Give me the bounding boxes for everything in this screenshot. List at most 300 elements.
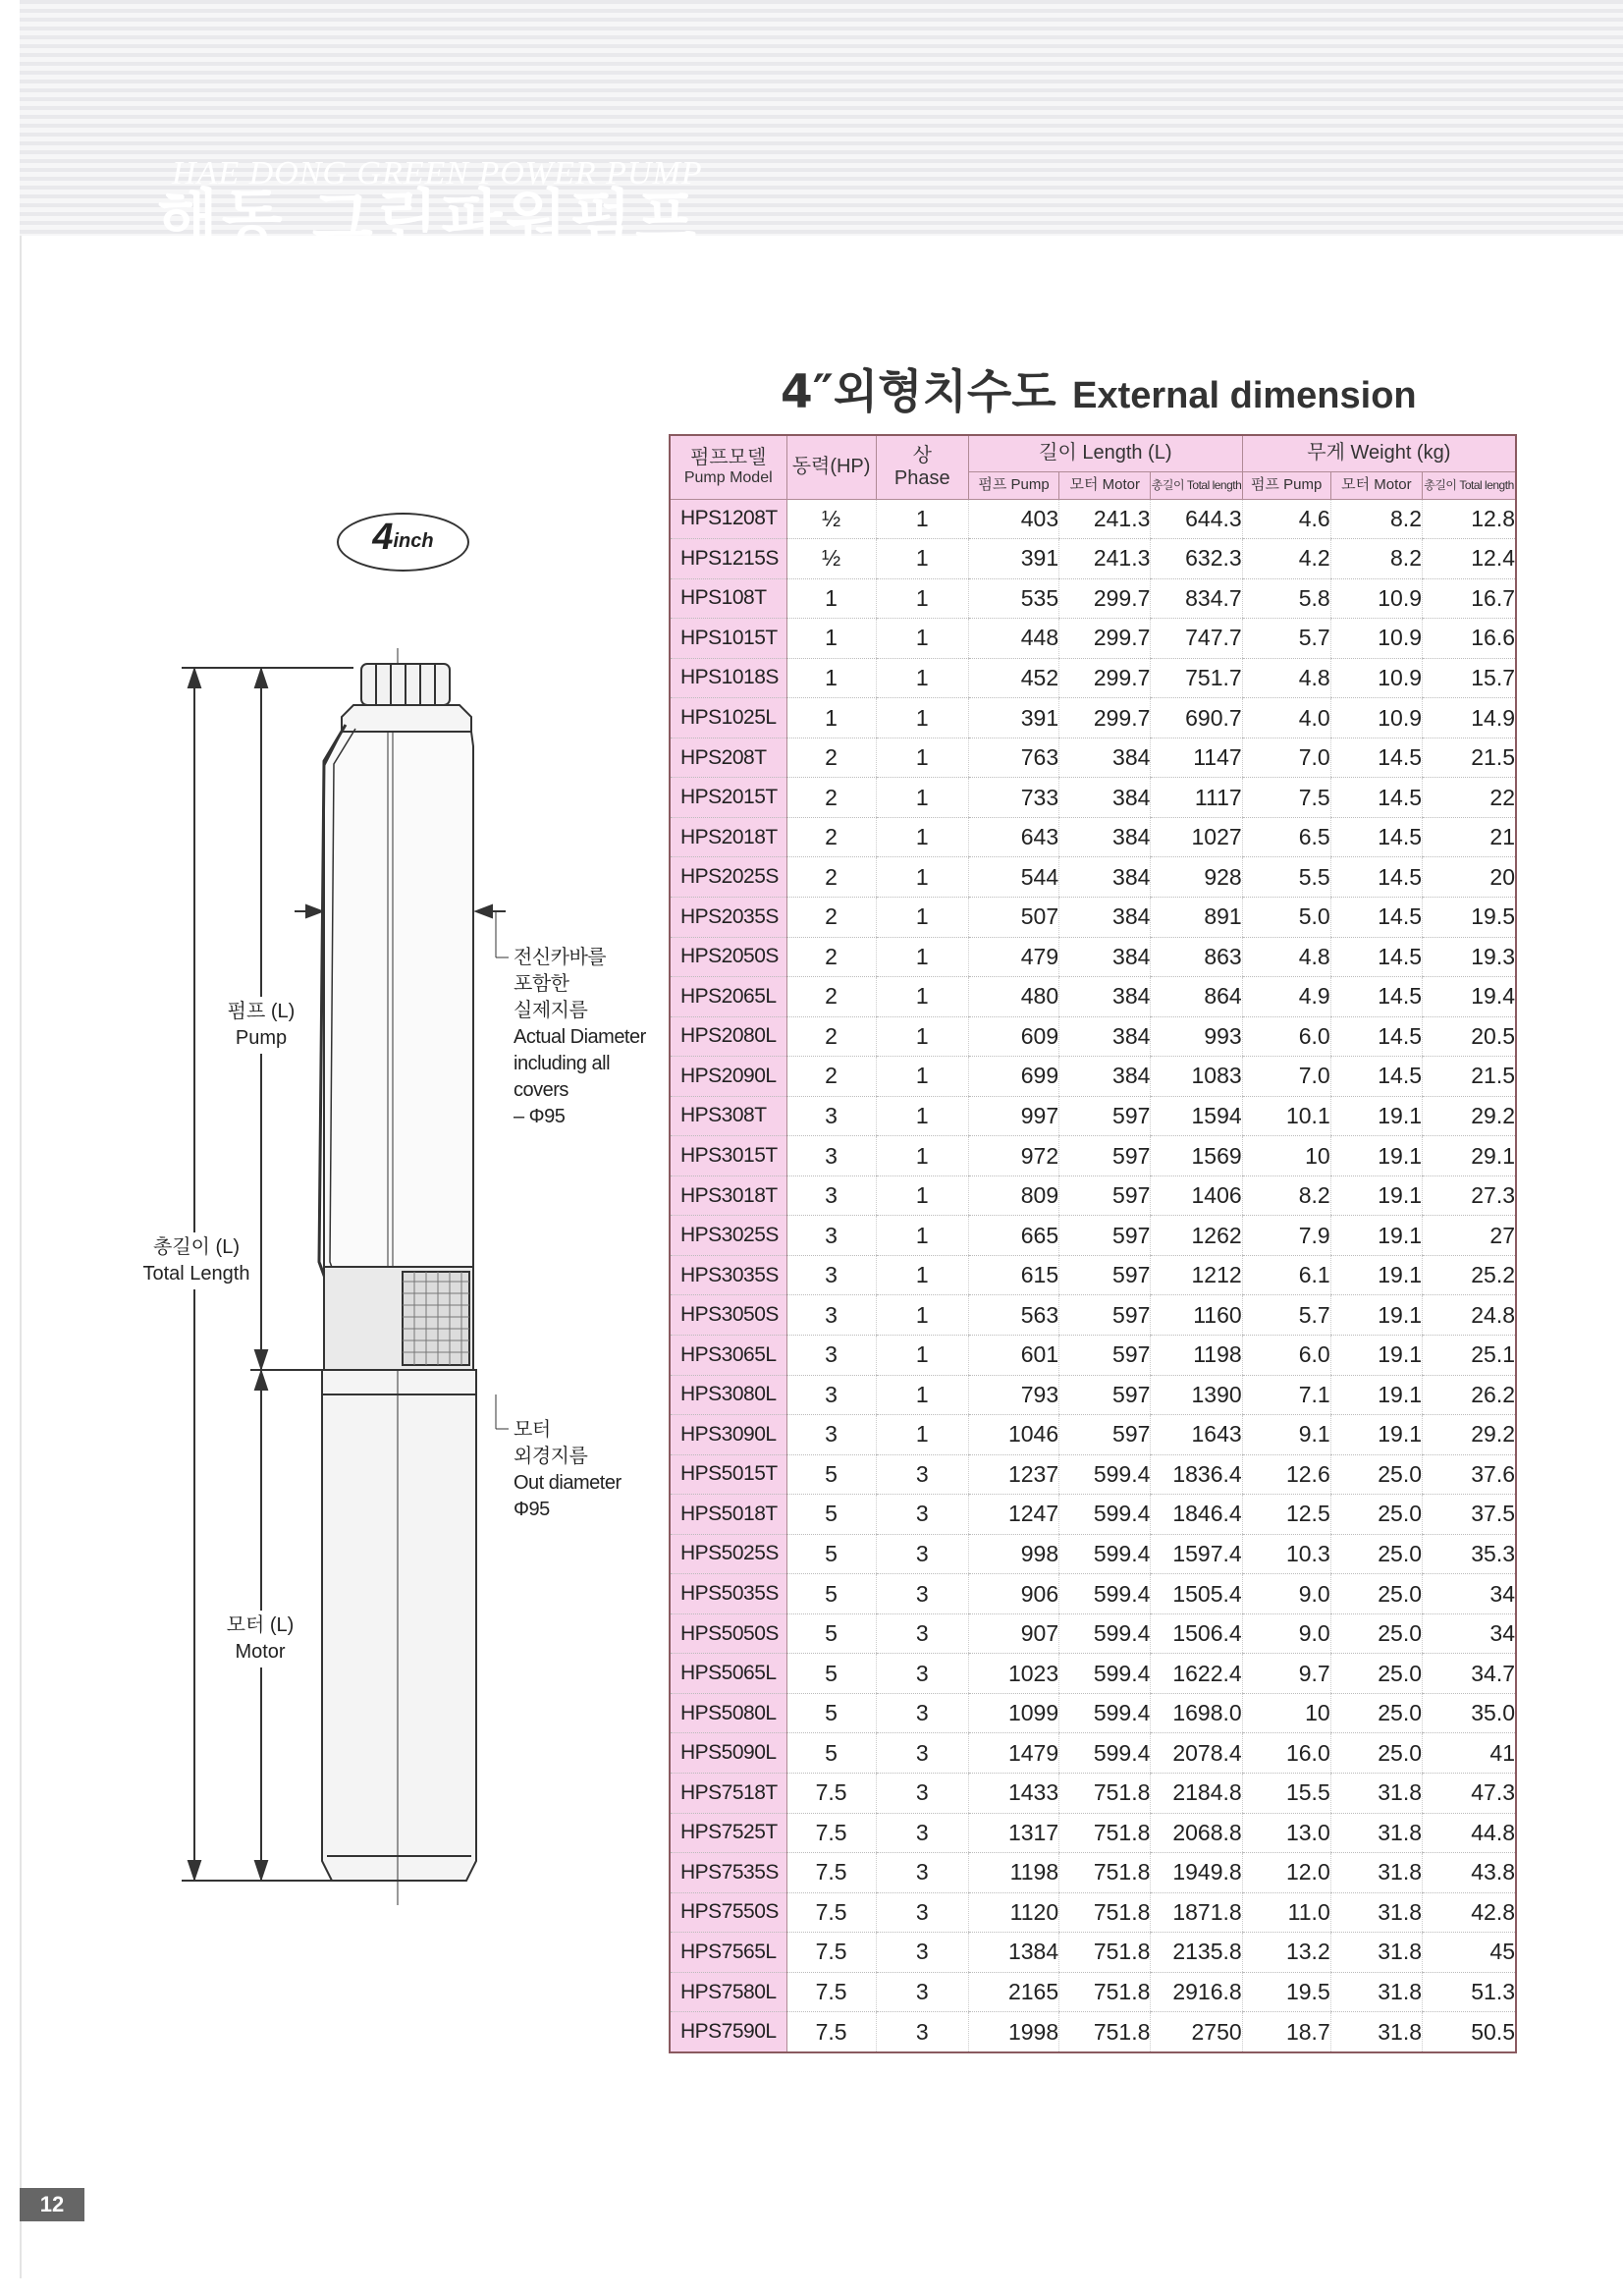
- table-row: [670, 1613, 1516, 1654]
- cell-phase: 1: [876, 539, 968, 579]
- cell-weight-pump: 15.5: [1242, 1774, 1330, 1814]
- cell-power: 3: [786, 1175, 876, 1216]
- cell-phase: 1: [876, 1335, 968, 1375]
- note-line: including all: [514, 1053, 611, 1074]
- cell-weight-pump: 7.5: [1242, 778, 1330, 818]
- cell-model: HPS5025S: [670, 1534, 786, 1574]
- cell-model: HPS2065L: [670, 977, 786, 1017]
- cell-length-motor: 751.8: [1059, 2012, 1151, 2052]
- cell-weight-pump: 16.0: [1242, 1733, 1330, 1774]
- note-line: covers: [514, 1079, 568, 1101]
- cell-phase: 1: [876, 778, 968, 818]
- cell-weight-motor: 14.5: [1330, 1016, 1422, 1057]
- cell-length-motor: 599.4: [1059, 1495, 1151, 1535]
- cell-length-motor: 241.3: [1059, 539, 1151, 579]
- cell-weight-motor: 19.1: [1330, 1136, 1422, 1176]
- cell-power: 5: [786, 1693, 876, 1733]
- cell-length-pump: 906: [968, 1574, 1058, 1614]
- cell-model: HPS3080L: [670, 1375, 786, 1415]
- cell-length-pump: 665: [968, 1216, 1058, 1256]
- cell-length-total: 690.7: [1151, 698, 1242, 738]
- cell-weight-motor: 14.5: [1330, 817, 1422, 857]
- cell-weight-pump: 9.7: [1242, 1654, 1330, 1694]
- cell-length-pump: 391: [968, 539, 1058, 579]
- cell-length-pump: 1384: [968, 1933, 1058, 1973]
- cell-length-total: 1147: [1151, 738, 1242, 778]
- cell-weight-pump: 5.5: [1242, 857, 1330, 898]
- cell-weight-motor: 8.2: [1330, 499, 1422, 539]
- cell-power: 2: [786, 778, 876, 818]
- table-row: [670, 977, 1516, 1017]
- cell-power: 2: [786, 937, 876, 977]
- cell-length-total: 1117: [1151, 778, 1242, 818]
- cell-model: HPS208T: [670, 738, 786, 778]
- cell-weight-total: 12.4: [1423, 539, 1517, 579]
- cell-length-pump: 1433: [968, 1774, 1058, 1814]
- cell-length-motor: 599.4: [1059, 1454, 1151, 1495]
- cell-weight-total: 34: [1423, 1613, 1517, 1654]
- cell-weight-total: 19.5: [1423, 897, 1517, 937]
- cell-length-total: 751.7: [1151, 658, 1242, 698]
- cell-weight-total: 25.1: [1423, 1335, 1517, 1375]
- cell-power: 7.5: [786, 1774, 876, 1814]
- cell-length-total: 864: [1151, 977, 1242, 1017]
- cell-power: 1: [786, 619, 876, 659]
- table-row: [670, 1774, 1516, 1814]
- cell-weight-total: 44.8: [1423, 1813, 1517, 1853]
- cell-length-motor: 751.8: [1059, 1774, 1151, 1814]
- cell-power: 2: [786, 1016, 876, 1057]
- cell-model: HPS1018S: [670, 658, 786, 698]
- cell-phase: 3: [876, 1613, 968, 1654]
- cell-length-total: 1597.4: [1151, 1534, 1242, 1574]
- cell-power: 5: [786, 1654, 876, 1694]
- note-line: 포함한: [514, 973, 569, 995]
- cell-length-motor: 384: [1059, 937, 1151, 977]
- cell-weight-total: 29.2: [1423, 1096, 1517, 1136]
- cell-weight-motor: 25.0: [1330, 1574, 1422, 1614]
- cell-power: 1: [786, 578, 876, 619]
- cell-power: 5: [786, 1613, 876, 1654]
- cell-weight-motor: 14.5: [1330, 897, 1422, 937]
- cell-weight-total: 24.8: [1423, 1295, 1517, 1336]
- cell-model: HPS5080L: [670, 1693, 786, 1733]
- cell-weight-motor: 19.1: [1330, 1295, 1422, 1336]
- cell-length-pump: 998: [968, 1534, 1058, 1574]
- header-length-pump: 펌프 Pump: [968, 471, 1058, 499]
- cell-power: 5: [786, 1534, 876, 1574]
- cell-weight-motor: 14.5: [1330, 1057, 1422, 1097]
- cell-phase: 1: [876, 1375, 968, 1415]
- cell-length-motor: 384: [1059, 1057, 1151, 1097]
- cell-weight-total: 37.5: [1423, 1495, 1517, 1535]
- cell-weight-total: 20.5: [1423, 1016, 1517, 1057]
- cell-weight-pump: 5.0: [1242, 897, 1330, 937]
- cell-length-pump: 544: [968, 857, 1058, 898]
- cell-weight-pump: 4.8: [1242, 658, 1330, 698]
- cell-length-total: 1871.8: [1151, 1892, 1242, 1933]
- cell-weight-pump: 9.0: [1242, 1613, 1330, 1654]
- cell-length-total: 863: [1151, 937, 1242, 977]
- table-row: [670, 1096, 1516, 1136]
- cell-weight-total: 14.9: [1423, 698, 1517, 738]
- total-length-label: [133, 1232, 260, 1289]
- cell-weight-motor: 19.1: [1330, 1216, 1422, 1256]
- cell-length-total: 1406: [1151, 1175, 1242, 1216]
- table-row: [670, 1733, 1516, 1774]
- cell-length-total: 1262: [1151, 1216, 1242, 1256]
- cell-phase: 3: [876, 1733, 968, 1774]
- cell-length-motor: 597: [1059, 1096, 1151, 1136]
- cell-length-total: 1622.4: [1151, 1654, 1242, 1694]
- cell-weight-total: 20: [1423, 857, 1517, 898]
- cell-length-pump: 1247: [968, 1495, 1058, 1535]
- cell-length-pump: 733: [968, 778, 1058, 818]
- cell-length-total: 1698.0: [1151, 1693, 1242, 1733]
- cell-length-pump: 1198: [968, 1853, 1058, 1893]
- cell-weight-motor: 25.0: [1330, 1495, 1422, 1535]
- cell-length-total: 747.7: [1151, 619, 1242, 659]
- page-title: [781, 355, 1417, 421]
- cell-phase: 3: [876, 1454, 968, 1495]
- cell-weight-pump: 4.0: [1242, 698, 1330, 738]
- cell-weight-total: 29.1: [1423, 1136, 1517, 1176]
- cell-model: HPS5018T: [670, 1495, 786, 1535]
- cell-length-total: 1506.4: [1151, 1613, 1242, 1654]
- cell-weight-pump: 12.0: [1242, 1853, 1330, 1893]
- cell-weight-pump: 4.2: [1242, 539, 1330, 579]
- header-length-total: 총길이 Total length: [1151, 471, 1242, 499]
- cell-power: 1: [786, 698, 876, 738]
- cell-weight-pump: 5.7: [1242, 1295, 1330, 1336]
- cell-model: HPS7580L: [670, 1972, 786, 2012]
- cell-weight-pump: 7.0: [1242, 1057, 1330, 1097]
- cell-length-motor: 751.8: [1059, 1813, 1151, 1853]
- header-length-motor: 모터 Motor: [1059, 471, 1151, 499]
- motor-length-label-ko: 모터 (L): [226, 1614, 295, 1636]
- table-row: [670, 778, 1516, 818]
- cell-power: 5: [786, 1574, 876, 1614]
- table-row: [670, 937, 1516, 977]
- cell-length-motor: 599.4: [1059, 1613, 1151, 1654]
- cell-model: HPS5050S: [670, 1613, 786, 1654]
- cell-weight-motor: 8.2: [1330, 539, 1422, 579]
- cell-model: HPS2050S: [670, 937, 786, 977]
- cell-length-motor: 597: [1059, 1255, 1151, 1295]
- cell-power: 7.5: [786, 1853, 876, 1893]
- cell-length-pump: 1099: [968, 1693, 1058, 1733]
- table-row: [670, 698, 1516, 738]
- cell-weight-pump: 6.5: [1242, 817, 1330, 857]
- cell-length-motor: 597: [1059, 1216, 1151, 1256]
- cell-weight-pump: 6.0: [1242, 1335, 1330, 1375]
- cell-length-pump: 391: [968, 698, 1058, 738]
- cell-phase: 1: [876, 857, 968, 898]
- cell-weight-total: 19.3: [1423, 937, 1517, 977]
- cell-weight-total: 21.5: [1423, 738, 1517, 778]
- cell-length-total: 1949.8: [1151, 1853, 1242, 1893]
- cell-length-total: 2184.8: [1151, 1774, 1242, 1814]
- table-row: [670, 1972, 1516, 2012]
- cell-weight-total: 21.5: [1423, 1057, 1517, 1097]
- cell-weight-pump: 18.7: [1242, 2012, 1330, 2052]
- cell-length-motor: 384: [1059, 738, 1151, 778]
- cell-length-pump: 997: [968, 1096, 1058, 1136]
- cell-phase: 3: [876, 1933, 968, 1973]
- cell-model: HPS1208T: [670, 499, 786, 539]
- cell-model: HPS2025S: [670, 857, 786, 898]
- cell-weight-pump: 9.1: [1242, 1415, 1330, 1455]
- cell-model: HPS3065L: [670, 1335, 786, 1375]
- cell-length-total: 1594: [1151, 1096, 1242, 1136]
- table-row: [670, 1136, 1516, 1176]
- cell-weight-pump: 4.8: [1242, 937, 1330, 977]
- cell-weight-motor: 19.1: [1330, 1255, 1422, 1295]
- pump-length-label-en: Pump: [235, 1027, 288, 1049]
- cell-power: 3: [786, 1415, 876, 1455]
- cell-weight-motor: 19.1: [1330, 1335, 1422, 1375]
- cell-length-pump: 1120: [968, 1892, 1058, 1933]
- cell-weight-motor: 10.9: [1330, 619, 1422, 659]
- cell-model: HPS308T: [670, 1096, 786, 1136]
- table-row: [670, 1375, 1516, 1415]
- motor-diameter-note: [514, 1417, 622, 1523]
- cell-phase: 1: [876, 738, 968, 778]
- cell-weight-pump: 9.0: [1242, 1574, 1330, 1614]
- cell-model: HPS5015T: [670, 1454, 786, 1495]
- cell-length-motor: 599.4: [1059, 1733, 1151, 1774]
- cell-weight-total: 35.3: [1423, 1534, 1517, 1574]
- cell-length-total: 834.7: [1151, 578, 1242, 619]
- cell-weight-pump: 5.8: [1242, 578, 1330, 619]
- cell-weight-motor: 19.1: [1330, 1096, 1422, 1136]
- page-title-en: External dimension: [1072, 375, 1417, 416]
- cell-power: 2: [786, 857, 876, 898]
- cell-weight-total: 16.6: [1423, 619, 1517, 659]
- cell-length-pump: 1998: [968, 2012, 1058, 2052]
- cell-weight-motor: 25.0: [1330, 1534, 1422, 1574]
- cell-length-total: 1027: [1151, 817, 1242, 857]
- cell-phase: 1: [876, 977, 968, 1017]
- cell-weight-motor: 10.9: [1330, 698, 1422, 738]
- cell-weight-total: 51.3: [1423, 1972, 1517, 2012]
- cell-power: 3: [786, 1295, 876, 1336]
- table-row: [670, 1016, 1516, 1057]
- cell-length-pump: 1479: [968, 1733, 1058, 1774]
- cell-phase: 1: [876, 1255, 968, 1295]
- note-line: 모터: [514, 1419, 551, 1441]
- cell-power: 5: [786, 1495, 876, 1535]
- cell-phase: 1: [876, 658, 968, 698]
- cell-weight-pump: 7.1: [1242, 1375, 1330, 1415]
- cell-length-motor: 597: [1059, 1335, 1151, 1375]
- cell-weight-pump: 13.0: [1242, 1813, 1330, 1853]
- cell-weight-motor: 31.8: [1330, 1892, 1422, 1933]
- cell-phase: 3: [876, 1693, 968, 1733]
- cell-power: 7.5: [786, 1892, 876, 1933]
- cell-length-motor: 599.4: [1059, 1574, 1151, 1614]
- note-line: 실제지름: [514, 1000, 588, 1021]
- table-row: [670, 1255, 1516, 1295]
- pump-length-label-ko: 펌프 (L): [227, 1001, 296, 1022]
- cell-length-motor: 597: [1059, 1415, 1151, 1455]
- cell-length-pump: 448: [968, 619, 1058, 659]
- cell-weight-motor: 10.9: [1330, 658, 1422, 698]
- cell-length-motor: 751.8: [1059, 1933, 1151, 1973]
- cell-weight-total: 43.8: [1423, 1853, 1517, 1893]
- cell-length-pump: 601: [968, 1335, 1058, 1375]
- cell-model: HPS7525T: [670, 1813, 786, 1853]
- cell-length-pump: 563: [968, 1295, 1058, 1336]
- cell-length-motor: 384: [1059, 977, 1151, 1017]
- cell-weight-pump: 12.5: [1242, 1495, 1330, 1535]
- header-weight-group: 무게 Weight (kg): [1242, 435, 1516, 471]
- table-row: [670, 897, 1516, 937]
- cell-model: HPS1215S: [670, 539, 786, 579]
- cell-length-total: 2068.8: [1151, 1813, 1242, 1853]
- cell-model: HPS5090L: [670, 1733, 786, 1774]
- brand-name-ko: 해동 그린파워펌프: [157, 184, 700, 256]
- cell-phase: 3: [876, 1892, 968, 1933]
- cell-phase: 1: [876, 698, 968, 738]
- table-row: [670, 1534, 1516, 1574]
- cell-weight-pump: 5.7: [1242, 619, 1330, 659]
- cell-length-total: 1083: [1151, 1057, 1242, 1097]
- cell-phase: 1: [876, 1136, 968, 1176]
- cell-phase: 3: [876, 1654, 968, 1694]
- total-length-label-ko: 총길이 (L): [153, 1236, 240, 1258]
- cell-length-total: 928: [1151, 857, 1242, 898]
- note-line: 외경지름: [514, 1446, 588, 1467]
- cell-model: HPS2080L: [670, 1016, 786, 1057]
- cell-length-pump: 507: [968, 897, 1058, 937]
- cell-length-pump: 479: [968, 937, 1058, 977]
- cell-phase: 1: [876, 1216, 968, 1256]
- brand-name-en: HAE DONG GREEN POWER PUMP: [172, 155, 703, 191]
- cell-phase: 1: [876, 897, 968, 937]
- cell-phase: 3: [876, 1813, 968, 1853]
- cell-weight-total: 42.8: [1423, 1892, 1517, 1933]
- cell-weight-pump: 11.0: [1242, 1892, 1330, 1933]
- cell-power: 2: [786, 738, 876, 778]
- table-row: [670, 1495, 1516, 1535]
- cell-length-pump: 452: [968, 658, 1058, 698]
- cell-weight-pump: 6.0: [1242, 1016, 1330, 1057]
- cell-power: 3: [786, 1375, 876, 1415]
- cell-length-motor: 241.3: [1059, 499, 1151, 539]
- cell-weight-motor: 25.0: [1330, 1613, 1422, 1654]
- cell-weight-motor: 14.5: [1330, 738, 1422, 778]
- cell-length-motor: 597: [1059, 1175, 1151, 1216]
- cell-length-pump: 907: [968, 1613, 1058, 1654]
- cell-weight-total: 37.6: [1423, 1454, 1517, 1495]
- table-row: [670, 1574, 1516, 1614]
- cell-weight-pump: 13.2: [1242, 1933, 1330, 1973]
- cell-phase: 1: [876, 817, 968, 857]
- header-model: 펌프모델 Pump Model: [670, 435, 786, 499]
- cell-power: 5: [786, 1454, 876, 1495]
- cell-weight-pump: 4.6: [1242, 499, 1330, 539]
- cell-model: HPS3090L: [670, 1415, 786, 1455]
- cell-length-pump: 763: [968, 738, 1058, 778]
- table-row: [670, 539, 1516, 579]
- cell-length-motor: 384: [1059, 778, 1151, 818]
- cell-phase: 3: [876, 1774, 968, 1814]
- table-row: [670, 1693, 1516, 1733]
- cell-length-pump: 1023: [968, 1654, 1058, 1694]
- cell-phase: 1: [876, 578, 968, 619]
- cell-weight-motor: 31.8: [1330, 1813, 1422, 1853]
- motor-length-label: [211, 1611, 309, 1667]
- cell-length-motor: 599.4: [1059, 1654, 1151, 1694]
- cell-weight-total: 29.2: [1423, 1415, 1517, 1455]
- cell-model: HPS3015T: [670, 1136, 786, 1176]
- cell-weight-total: 47.3: [1423, 1774, 1517, 1814]
- cell-phase: 3: [876, 1495, 968, 1535]
- cell-power: 3: [786, 1335, 876, 1375]
- table-row: [670, 1654, 1516, 1694]
- cell-length-motor: 299.7: [1059, 578, 1151, 619]
- cell-length-motor: 599.4: [1059, 1693, 1151, 1733]
- cell-power: ½: [786, 499, 876, 539]
- header-length-group: 길이 Length (L): [968, 435, 1242, 471]
- actual-diameter-note: [514, 945, 646, 1130]
- cell-weight-pump: 10: [1242, 1136, 1330, 1176]
- cell-model: HPS7565L: [670, 1933, 786, 1973]
- cell-phase: 1: [876, 1295, 968, 1336]
- cell-model: HPS7590L: [670, 2012, 786, 2052]
- table-row: [670, 1813, 1516, 1853]
- cell-length-motor: 384: [1059, 817, 1151, 857]
- cell-weight-motor: 31.8: [1330, 1853, 1422, 1893]
- cell-phase: 1: [876, 499, 968, 539]
- cell-length-total: 2078.4: [1151, 1733, 1242, 1774]
- cell-weight-pump: 7.9: [1242, 1216, 1330, 1256]
- cell-weight-total: 22: [1423, 778, 1517, 818]
- table-row: [670, 578, 1516, 619]
- cell-weight-total: 16.7: [1423, 578, 1517, 619]
- cell-weight-motor: 31.8: [1330, 1933, 1422, 1973]
- motor-length-label-en: Motor: [235, 1641, 286, 1663]
- cell-weight-total: 27: [1423, 1216, 1517, 1256]
- table-row: [670, 1454, 1516, 1495]
- cell-length-total: 1198: [1151, 1335, 1242, 1375]
- cell-length-pump: 615: [968, 1255, 1058, 1295]
- cell-length-total: 2135.8: [1151, 1933, 1242, 1973]
- cell-length-pump: 2165: [968, 1972, 1058, 2012]
- cell-weight-total: 41: [1423, 1733, 1517, 1774]
- total-length-label-en: Total Length: [142, 1263, 250, 1285]
- cell-power: 3: [786, 1255, 876, 1295]
- cell-length-motor: 384: [1059, 897, 1151, 937]
- table-row: [670, 738, 1516, 778]
- cell-weight-pump: 4.9: [1242, 977, 1330, 1017]
- cell-phase: 3: [876, 1853, 968, 1893]
- cell-phase: 1: [876, 619, 968, 659]
- pump-length-label: [206, 997, 316, 1054]
- header-phase: 상 Phase: [876, 435, 968, 499]
- cell-weight-total: 34.7: [1423, 1654, 1517, 1694]
- cell-power: 3: [786, 1216, 876, 1256]
- cell-length-motor: 384: [1059, 1016, 1151, 1057]
- cell-length-pump: 609: [968, 1016, 1058, 1057]
- cell-phase: 3: [876, 1972, 968, 2012]
- cell-phase: 1: [876, 1016, 968, 1057]
- cell-weight-pump: 12.6: [1242, 1454, 1330, 1495]
- cell-length-pump: 972: [968, 1136, 1058, 1176]
- header-weight-motor: 모터 Motor: [1330, 471, 1422, 499]
- cell-weight-pump: 8.2: [1242, 1175, 1330, 1216]
